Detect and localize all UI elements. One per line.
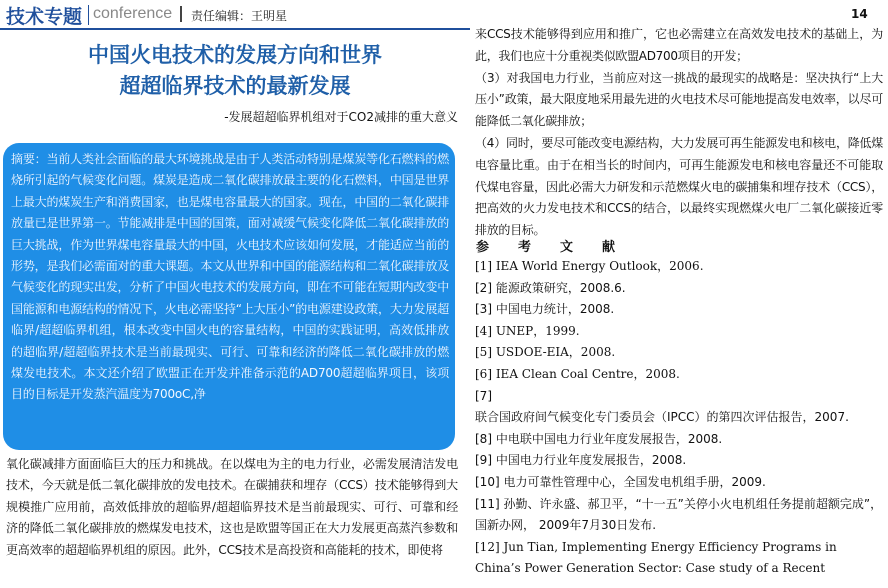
header-rule <box>0 28 470 30</box>
reference-item: [11] 孙勤、许永盛、郝卫平，“十一五”关停小火电机组任务提前超额完成”，国新办网， 2009年7月30日发布. <box>475 496 883 533</box>
section-brand: 技术专题 <box>6 6 83 28</box>
reference-item: [2] 能源政策研究，2008.6. <box>475 280 626 295</box>
brand-divider <box>88 5 89 25</box>
references-heading: 参 考 文 献 <box>476 240 624 255</box>
reference-item: [12] Jun Tian, Implementing Energy Efficiency Programs in China’s Power Generation Sector: Case study of a Recent <box>475 539 837 576</box>
references-list <box>475 256 885 580</box>
reference-item: [10] 电力可靠性管理中心，全国发电机组手册，2009. <box>475 474 766 489</box>
section-brand-en: conference <box>93 5 173 22</box>
editor-divider <box>180 6 182 22</box>
reference-item: [8] 中电联中国电力行业年度发展报告，2008. <box>475 431 723 446</box>
right-body <box>475 24 883 242</box>
article-subtitle: -发展超超临界机组对于CO2减排的重大意义 <box>224 110 458 124</box>
abstract-text: 摘要：当前人类社会面临的最大环境挑战是由于人类活动特别是煤炭等化石燃料的燃烧所引起的气候变化问题。煤炭是造成二氧化碳排放最主要的化石燃料，中国是世界上最大的煤炭生产和消费国家，也是煤电容量最大的国家。现在，中国的二氧化碳排放量已是世界第一。节能减排是中国的国策，面对减缓气候变化降低二氧化碳排放的巨大挑战，作为世界煤电容量最大的中国，火电技术应该如何发展，才能适应当前的形势，是我们必需面对的重大课题。本文从世界和中国的能源结构和二氧化碳排放及气候变化的现实出发，分析了中国火电技术的发展方向，即在不可能在短期内改变中国能源和电源结构的情况下，火电必需坚持“上大压小”的电源建设政策，大力发展超临界/超超临界机组，根本改变中国火电的容量结构，中国的实践证明，高效低排放的超临界/超超临界技术是当前最现实、可行、可靠和经济的降低二氧化碳排放的燃煤发电技术。本文还介绍了欧盟正在开发并准备示范的AD700超超临界项目，该项目的目标是开发蒸汽温度为700oC,净 <box>11 152 449 402</box>
article-title <box>0 40 470 102</box>
left-body-text: 氧化碳减排方面面临巨大的压力和挑战。在以煤电为主的电力行业，必需发展清洁发电技术，今天就是低二氧化碳排放的发电技术。在碳捕获和埋存（CCS）技术能够得到大规模推广应用前，高效低排放的超临界/超超临界技术是当前最现实、可行、可靠和经济的降低二氧化碳排放的燃煤发电技术，这也是欧盟等国正在大力发展更高蒸汽参数和更高效率的超超临界机组的原因。此外，CCS技术是高投资和高能耗的技术，即使将 <box>6 457 458 557</box>
right-paragraph: 来CCS技术能够得到应用和推广，它也必需建立在高效发电技术的基础上，为此，我们也应十分重视类似欧盟AD700项目的开发； <box>475 27 883 63</box>
right-paragraph: （4）同时，要尽可能改变电源结构，大力发展可再生能源发电和核电，降低煤电容量比重。由于在相当长的时间内，可再生能源发电和核电容量还不可能取代煤电容量，因此必需大力研发和示范燃煤火电的碳捕集和埋存技术（CCS），把高效的火力发电技术和CCS的结合，以最终实现燃煤火电厂二氧化碳接近零排放的目标。 <box>475 135 883 238</box>
reference-item: [7] <box>475 388 492 403</box>
reference-item: [5] USDOE-EIA，2008. <box>475 345 616 360</box>
article-title-line-1: 中国火电技术的发展方向和世界 <box>88 43 382 67</box>
article-title-line-2: 超超临界技术的最新发展 <box>119 74 351 98</box>
reference-item: [9] 中国电力行业年度发展报告，2008. <box>475 453 687 468</box>
right-paragraph: （3）对我国电力行业，当前应对这一挑战的最现实的战略是：坚决执行“上大压小”政策，最大限度地采用最先进的火电技术尽可能地提高发电效率，以尽可能降低二氧化碳排放； <box>475 70 883 129</box>
reference-item: [6] IEA Clean Coal Centre，2008. <box>475 366 680 381</box>
page-number: 14 <box>851 7 868 21</box>
reference-item: 联合国政府间气候变化专门委员会（IPCC）的第四次评估报告，2007. <box>475 410 849 425</box>
abstract-box <box>3 143 455 450</box>
reference-item: [3] 中国电力统计，2008. <box>475 302 615 317</box>
editor-credit: 责任编辑：王明星 <box>191 9 288 23</box>
reference-item: [4] UNEP，1999. <box>475 323 580 338</box>
reference-item: [1] IEA World Energy Outlook，2006. <box>475 259 704 273</box>
